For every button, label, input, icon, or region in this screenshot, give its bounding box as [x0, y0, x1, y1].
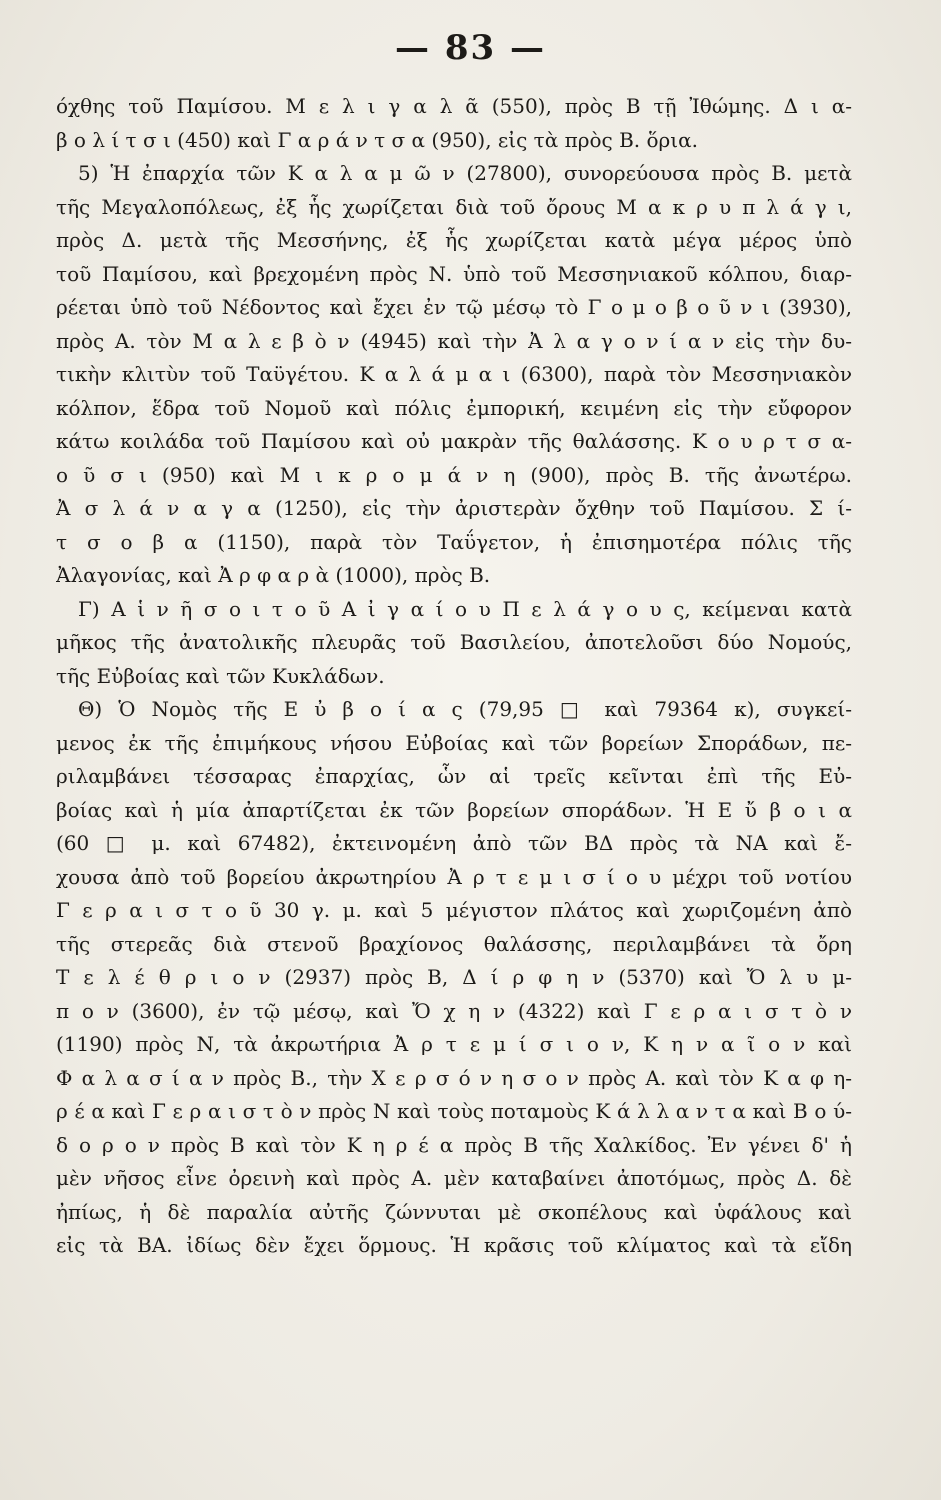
- text-line: κάτω κοιλάδα τοῦ Παμίσου καὶ οὐ μακρὰν τῆς θαλάσσης. Κ ο υ ρ τ σ α-: [56, 429, 852, 453]
- text-line: Τ ε λ έ θ ρ ι ο ν (2937) πρὸς Β, Δ ί ρ φ η ν (5370) καὶ Ὄ λ υ μ-: [56, 965, 852, 989]
- text-line: δ ο ρ ο ν πρὸς Β καὶ τὸν Κ η ρ έ α πρὸς Β τῆς Χαλκίδος. Ἐν γένει δ' ἡ: [56, 1132, 852, 1157]
- text-line: (60 □ μ. καὶ 67482), ἐκτεινομένη ἀπὸ τῶν ΒΔ πρὸς τὰ ΝΑ καὶ ἔ-: [56, 831, 852, 855]
- text-line: ο ῦ σ ι (950) καὶ Μ ι κ ρ ο μ ά ν η (900), πρὸς Β. τῆς ἀνωτέρω.: [56, 462, 852, 487]
- text-line: Ἀλαγονίας, καὶ Ἀ ρ φ α ρ ὰ (1000), πρὸς Β.: [56, 563, 491, 587]
- text-line: μῆκος τῆς ἀνατολικῆς πλευρᾶς τοῦ Βασιλείου, ἀποτελοῦσι δύο Νομούς,: [56, 630, 852, 654]
- text-line: ρ έ α καὶ Γ ε ρ α ι σ τ ὸ ν πρὸς Ν καὶ τοὺς ποταμοὺς Κ ά λ λ α ν τ α καὶ Β ο ύ-: [56, 1099, 852, 1123]
- text-line: π ο ν (3600), ἐν τῷ μέσῳ, καὶ Ὄ χ η ν (4322) καὶ Γ ε ρ α ι σ τ ὸ ν: [56, 998, 852, 1023]
- text-line: Θ) Ὁ Νομὸς τῆς Ε ὐ β ο ί α ς (79,95 □ καὶ 79364 κ), συγκεί-: [78, 697, 852, 721]
- page-number: — 83 —: [395, 28, 546, 68]
- text-line: ριλαμβάνει τέσσαρας ἐπαρχίας, ὧν αἱ τρεῖς κεῖνται ἐπὶ τῆς Εὐ-: [56, 764, 852, 788]
- text-line: 5) Ἡ ἐπαρχία τῶν Κ α λ α μ ῶ ν (27800), συνορεύουσα πρὸς Β. μετὰ: [78, 161, 852, 185]
- text-line: βοίας καὶ ἡ μία ἀπαρτίζεται ἐκ τῶν βορείων σποράδων. Ἡ Ε ὔ β ο ι α: [56, 797, 852, 822]
- text-line: πρὸς Δ. μετὰ τῆς Μεσσήνης, ἐξ ἧς χωρίζεται κατὰ μέγα μέρος ὑπὸ: [56, 228, 852, 252]
- text-line: ἠπίως, ἡ δὲ παραλία αὐτῆς ζώννυται μὲ σκοπέλους καὶ ὑφάλους καὶ: [56, 1199, 852, 1224]
- text-line: τ σ ο β α (1150), παρὰ τὸν Ταΰγετον, ἡ ἐπισημοτέρα πόλις τῆς: [56, 529, 852, 554]
- text-line: Γ) Α ἱ ν ῆ σ ο ι τ ο ῦ Α ἰ γ α ί ο υ Π ε λ ά γ ο υ ς, κείμεναι κατὰ: [78, 596, 852, 621]
- text-line: (1190) πρὸς Ν, τὰ ἀκρωτήρια Ἀ ρ τ ε μ ί σ ι ο ν, Κ η ν α ῖ ο ν καὶ: [56, 1032, 852, 1056]
- text-line: μὲν νῆσος εἶνε ὀρεινὴ καὶ πρὸς Α. μὲν καταβαίνει ἀποτόμως, πρὸς Δ. δὲ: [56, 1166, 852, 1190]
- text-line: ρέεται ὑπὸ τοῦ Νέδοντος καὶ ἔχει ἐν τῷ μέσῳ τὸ Γ ο μ ο β ο ῦ ν ι (3930),: [56, 295, 852, 319]
- text-line: πρὸς Α. τὸν Μ α λ ε β ὸ ν (4945) καὶ τὴν Ἀ λ α γ ο ν ί α ν εἰς τὴν δυ-: [56, 328, 852, 353]
- text-line: χουσα ἀπὸ τοῦ βορείου ἀκρωτηρίου Ἀ ρ τ ε μ ι σ ί ο υ μέχρι τοῦ νοτίου: [56, 864, 852, 889]
- body-text: [56, 90, 852, 1263]
- text-line: τῆς στερεᾶς διὰ στενοῦ βραχίονος θαλάσσης, περιλαμβάνει τὰ ὄρη: [56, 931, 852, 956]
- text-line: κόλπον, ἕδρα τοῦ Νομοῦ καὶ πόλις ἐμπορική, κειμένη εἰς τὴν εὔφορον: [56, 395, 852, 420]
- text-line: Φ α λ α σ ί α ν πρὸς Β., τὴν Χ ε ρ σ ό ν η σ ο ν πρὸς Α. καὶ τὸν Κ α φ η-: [56, 1065, 852, 1090]
- text-line: β ο λ ί τ σ ι (450) καὶ Γ α ρ ά ν τ σ α (950), εἰς τὰ πρὸς Β. ὅρια.: [56, 127, 699, 152]
- text-line: Ἀ σ λ ά ν α γ α (1250), εἰς τὴν ἀριστερὰν ὄχθην τοῦ Παμίσου. Σ ί-: [56, 496, 852, 520]
- text-line: τικὴν κλιτὺν τοῦ Ταϋγέτου. Κ α λ ά μ α ι (6300), παρὰ τὸν Μεσσηνιακὸν: [56, 362, 852, 386]
- text-line: Γ ε ρ α ι σ τ ο ῦ 30 γ. μ. καὶ 5 μέγιστον πλάτος καὶ χωριζομένη ἀπὸ: [56, 898, 852, 922]
- text-line: εἰς τὰ ΒΑ. ἰδίως δὲν ἔχει ὅρμους. Ἡ κρᾶσις τοῦ κλίματος καὶ τὰ εἴδη: [56, 1233, 852, 1257]
- text-line: όχθης τοῦ Παμίσου. Μ ε λ ι γ α λ ᾶ (550), πρὸς Β τῇ Ἰθώμης. Δ ι α-: [56, 94, 852, 118]
- text-line: τῆς Μεγαλοπόλεως, ἐξ ἧς χωρίζεται διὰ τοῦ ὄρους Μ α κ ρ υ π λ ά γ ι,: [56, 194, 852, 219]
- text-line: τοῦ Παμίσου, καὶ βρεχομένη πρὸς Ν. ὑπὸ τοῦ Μεσσηνιακοῦ κόλπου, διαρ-: [56, 261, 852, 286]
- text-line: μενος ἐκ τῆς ἐπιμήκους νήσου Εὐβοίας καὶ τῶν βορείων Σποράδων, πε-: [56, 730, 852, 755]
- text-line: τῆς Εὐβοίας καὶ τῶν Κυκλάδων.: [56, 663, 385, 688]
